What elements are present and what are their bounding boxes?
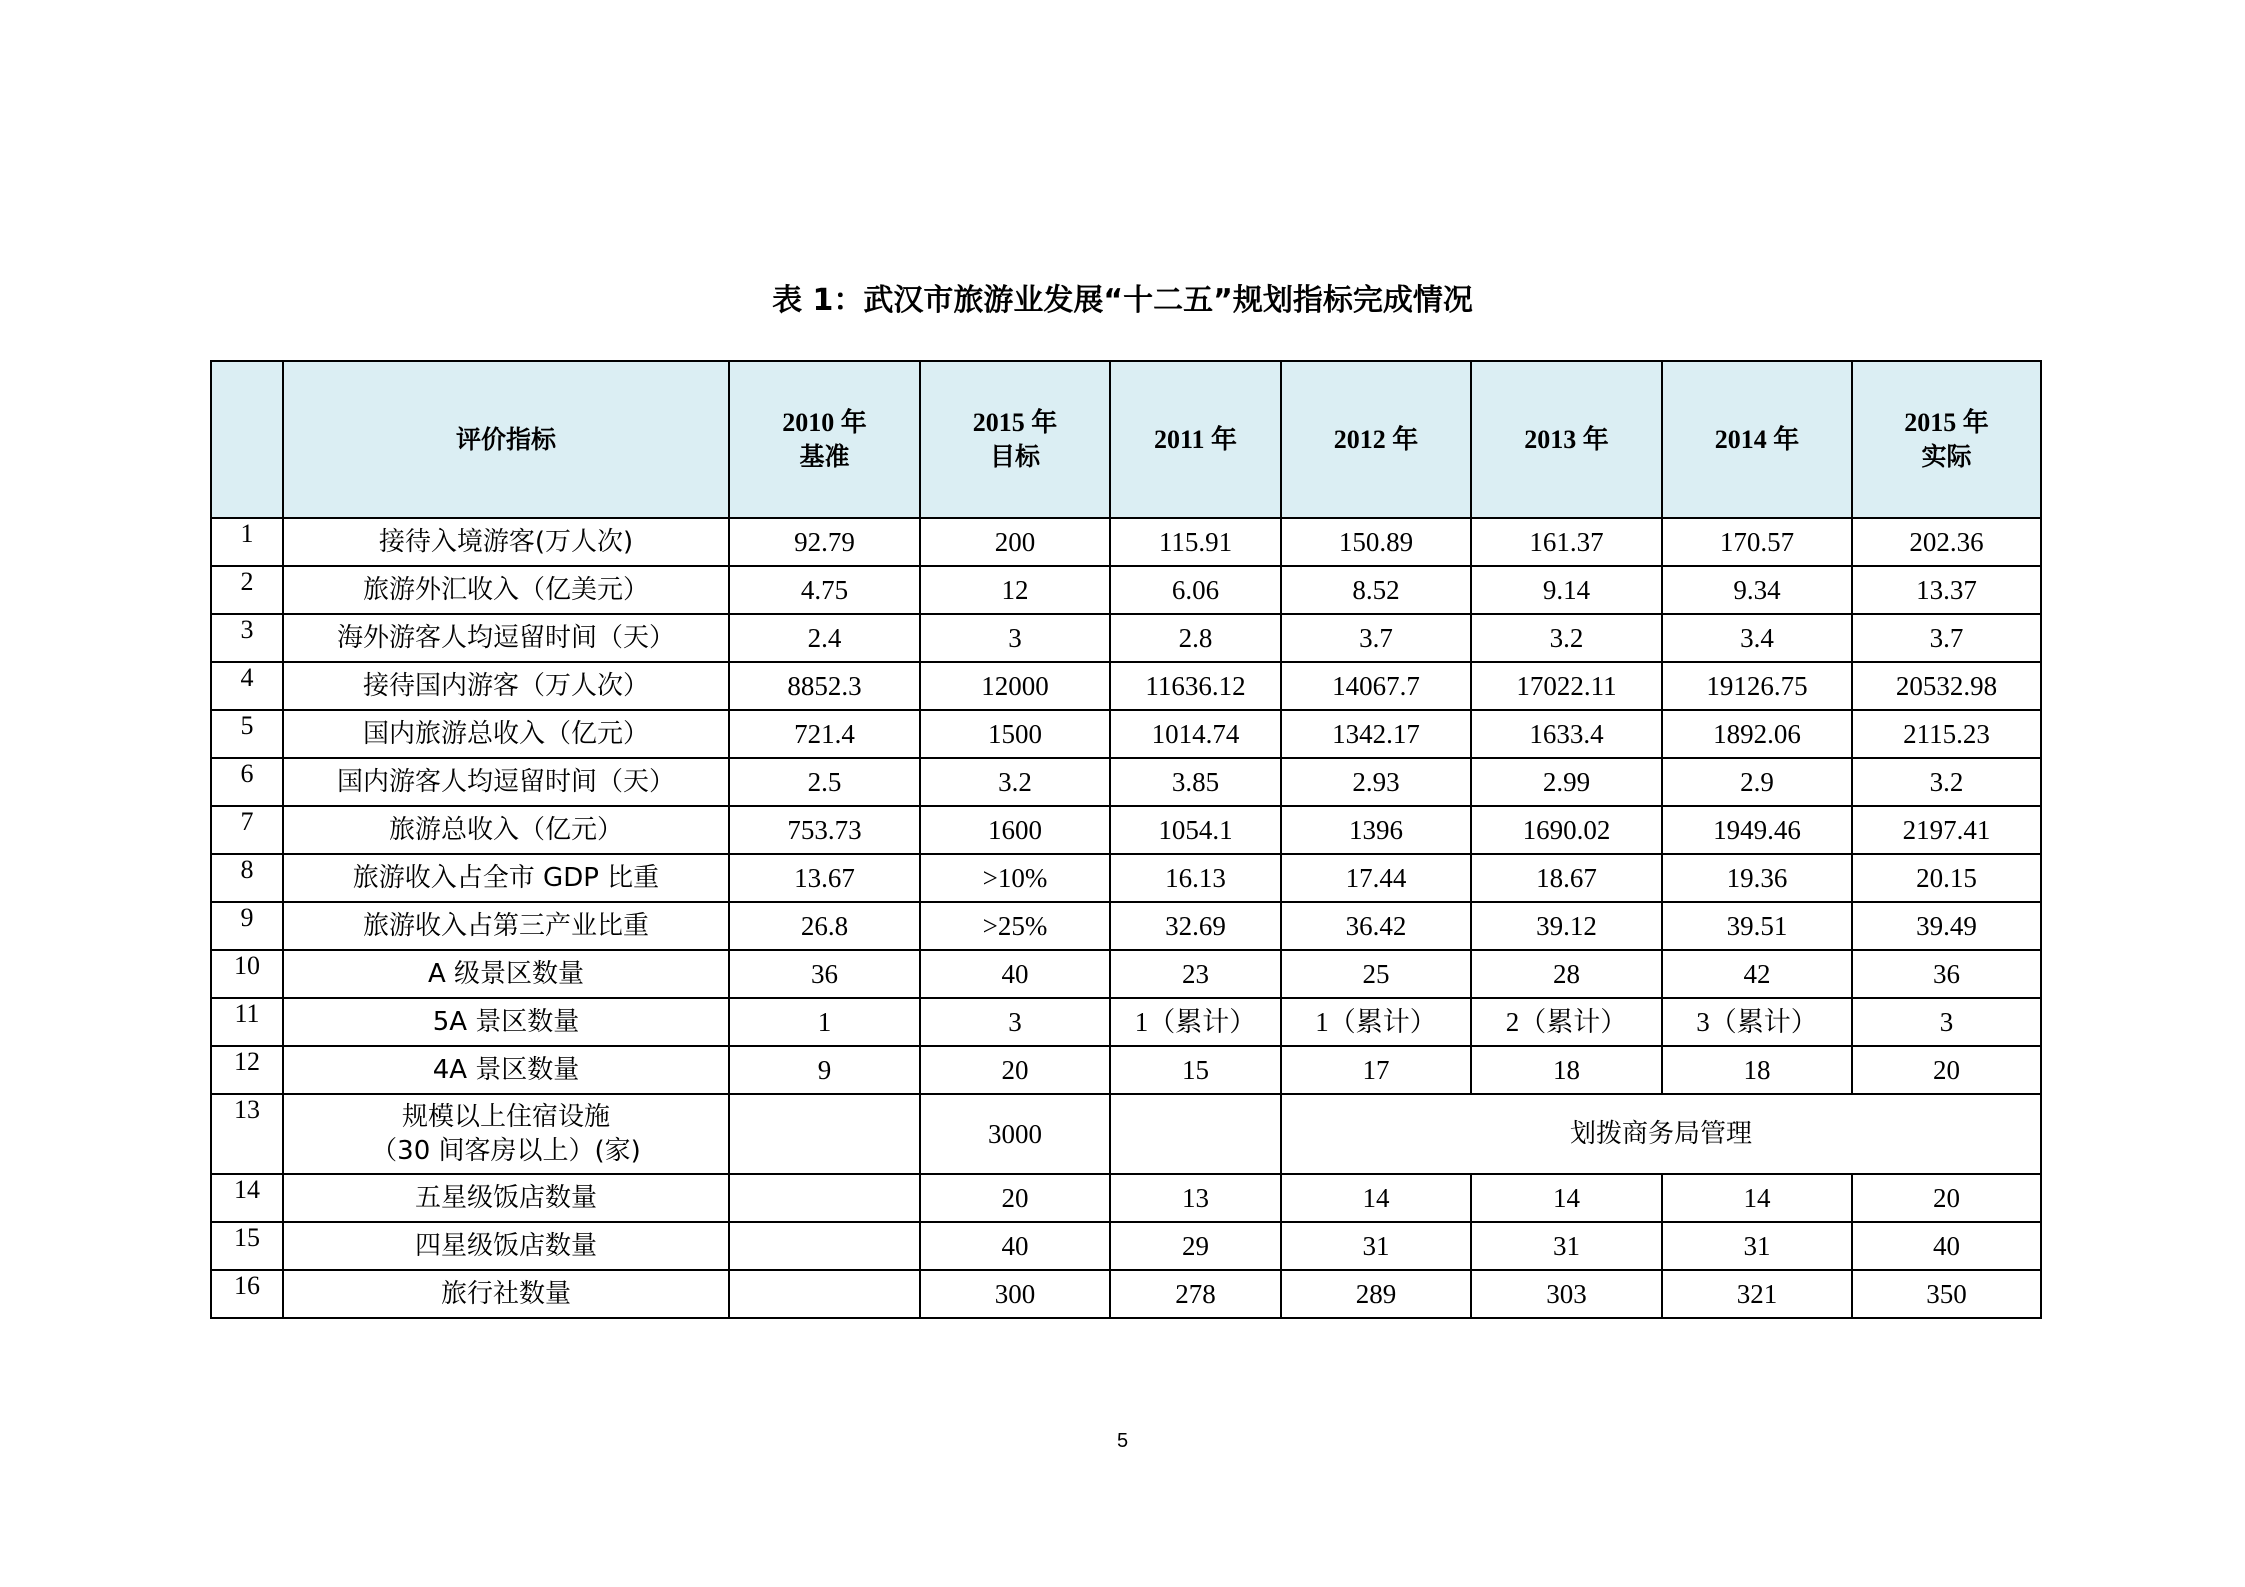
value-2012: 1（累计） bbox=[1281, 998, 1471, 1046]
table-row bbox=[211, 758, 2041, 806]
value-2015-actual: 20.15 bbox=[1852, 854, 2041, 902]
value-2012: 150.89 bbox=[1281, 518, 1471, 566]
value-2010 bbox=[729, 1222, 920, 1270]
value-2015-actual: 36 bbox=[1852, 950, 2041, 998]
value-2010: 8852.3 bbox=[729, 662, 920, 710]
value-2011 bbox=[1110, 1094, 1281, 1174]
value-2014: 18 bbox=[1662, 1046, 1852, 1094]
value-2014: 1949.46 bbox=[1662, 806, 1852, 854]
row-number: 12 bbox=[211, 1046, 283, 1094]
indicator-name: 旅游总收入（亿元） bbox=[283, 806, 729, 854]
value-2014: 39.51 bbox=[1662, 902, 1852, 950]
indicator-name: 旅行社数量 bbox=[283, 1270, 729, 1318]
value-2010: 4.75 bbox=[729, 566, 920, 614]
value-2010 bbox=[729, 1174, 920, 1222]
value-2010: 36 bbox=[729, 950, 920, 998]
value-2015-actual: 202.36 bbox=[1852, 518, 2041, 566]
value-2012: 2.93 bbox=[1281, 758, 1471, 806]
indicator-name: 接待入境游客(万人次) bbox=[283, 518, 729, 566]
value-2012: 14 bbox=[1281, 1174, 1471, 1222]
value-2012: 3.7 bbox=[1281, 614, 1471, 662]
row-number: 5 bbox=[211, 710, 283, 758]
value-2015-target: 3.2 bbox=[920, 758, 1110, 806]
value-2015-target: 40 bbox=[920, 950, 1110, 998]
value-2014: 1892.06 bbox=[1662, 710, 1852, 758]
value-2013: 14 bbox=[1471, 1174, 1662, 1222]
value-2011: 6.06 bbox=[1110, 566, 1281, 614]
value-2010: 26.8 bbox=[729, 902, 920, 950]
value-2015-actual: 350 bbox=[1852, 1270, 2041, 1318]
value-2014: 31 bbox=[1662, 1222, 1852, 1270]
value-2014: 170.57 bbox=[1662, 518, 1852, 566]
header-2013: 2013 年 bbox=[1471, 361, 1662, 518]
value-2014: 9.34 bbox=[1662, 566, 1852, 614]
value-2010: 721.4 bbox=[729, 710, 920, 758]
value-2012: 289 bbox=[1281, 1270, 1471, 1318]
indicator-name-line2: （30 间客房以上）(家) bbox=[371, 1136, 641, 1166]
value-2015-target: 3 bbox=[920, 998, 1110, 1046]
indicator-name: 旅游外汇收入（亿美元） bbox=[283, 566, 729, 614]
indicator-name: 国内游客人均逗留时间（天） bbox=[283, 758, 729, 806]
value-2015-target: 3000 bbox=[920, 1094, 1110, 1174]
value-2014: 3（累计） bbox=[1662, 998, 1852, 1046]
indicator-name: 国内旅游总收入（亿元） bbox=[283, 710, 729, 758]
value-2014: 3.4 bbox=[1662, 614, 1852, 662]
value-2015-target: 20 bbox=[920, 1174, 1110, 1222]
value-2011: 2.8 bbox=[1110, 614, 1281, 662]
table-row bbox=[211, 1094, 2041, 1174]
merged-note-cell: 划拨商务局管理 bbox=[1281, 1094, 2041, 1174]
indicator-name: 接待国内游客（万人次） bbox=[283, 662, 729, 710]
value-2012: 1396 bbox=[1281, 806, 1471, 854]
indicator-name bbox=[283, 1094, 729, 1174]
value-2011: 278 bbox=[1110, 1270, 1281, 1318]
value-2013: 31 bbox=[1471, 1222, 1662, 1270]
value-2013: 1633.4 bbox=[1471, 710, 1662, 758]
value-2012: 31 bbox=[1281, 1222, 1471, 1270]
value-2015-actual: 3.7 bbox=[1852, 614, 2041, 662]
header-2011: 2011 年 bbox=[1110, 361, 1281, 518]
value-2015-actual: 39.49 bbox=[1852, 902, 2041, 950]
value-2015-actual: 3 bbox=[1852, 998, 2041, 1046]
value-2015-actual: 13.37 bbox=[1852, 566, 2041, 614]
value-2015-actual: 20 bbox=[1852, 1174, 2041, 1222]
table-row bbox=[211, 1222, 2041, 1270]
value-2015-target: 3 bbox=[920, 614, 1110, 662]
value-2013: 28 bbox=[1471, 950, 1662, 998]
indicator-name: 旅游收入占第三产业比重 bbox=[283, 902, 729, 950]
header-2015a-year: 2015 年 bbox=[1904, 407, 1989, 437]
header-2015-actual bbox=[1852, 361, 2041, 518]
table-row bbox=[211, 998, 2041, 1046]
value-2010 bbox=[729, 1270, 920, 1318]
value-2013: 2.99 bbox=[1471, 758, 1662, 806]
row-number: 7 bbox=[211, 806, 283, 854]
value-2010 bbox=[729, 1094, 920, 1174]
value-2015-target: 1500 bbox=[920, 710, 1110, 758]
header-indicator bbox=[283, 361, 729, 518]
value-2012: 17.44 bbox=[1281, 854, 1471, 902]
value-2011: 1（累计） bbox=[1110, 998, 1281, 1046]
indicator-name: A 级景区数量 bbox=[283, 950, 729, 998]
row-number: 3 bbox=[211, 614, 283, 662]
header-2010-sub: 基准 bbox=[799, 441, 850, 471]
value-2014: 321 bbox=[1662, 1270, 1852, 1318]
table-title: 表 1：武汉市旅游业发展“十二五”规划指标完成情况 bbox=[772, 283, 1473, 318]
value-2015-target: 300 bbox=[920, 1270, 1110, 1318]
value-2015-actual: 3.2 bbox=[1852, 758, 2041, 806]
indicator-name: 四星级饭店数量 bbox=[283, 1222, 729, 1270]
value-2015-target: 200 bbox=[920, 518, 1110, 566]
table-row bbox=[211, 854, 2041, 902]
table-row bbox=[211, 1046, 2041, 1094]
value-2014: 2.9 bbox=[1662, 758, 1852, 806]
value-2010: 2.5 bbox=[729, 758, 920, 806]
value-2013: 9.14 bbox=[1471, 566, 1662, 614]
value-2011: 15 bbox=[1110, 1046, 1281, 1094]
header-2014: 2014 年 bbox=[1662, 361, 1852, 518]
table-row bbox=[211, 950, 2041, 998]
header-indicator-label: 评价指标 bbox=[455, 424, 556, 454]
value-2013: 3.2 bbox=[1471, 614, 1662, 662]
value-2012: 25 bbox=[1281, 950, 1471, 998]
value-2013: 2（累计） bbox=[1471, 998, 1662, 1046]
value-2015-target: >25% bbox=[920, 902, 1110, 950]
value-2010: 13.67 bbox=[729, 854, 920, 902]
row-number: 6 bbox=[211, 758, 283, 806]
value-2015-actual: 2115.23 bbox=[1852, 710, 2041, 758]
table-row bbox=[211, 902, 2041, 950]
value-2013: 303 bbox=[1471, 1270, 1662, 1318]
value-2015-actual: 20 bbox=[1852, 1046, 2041, 1094]
value-2010: 753.73 bbox=[729, 806, 920, 854]
table-row bbox=[211, 1270, 2041, 1318]
table-row bbox=[211, 710, 2041, 758]
value-2012: 1342.17 bbox=[1281, 710, 1471, 758]
value-2011: 11636.12 bbox=[1110, 662, 1281, 710]
value-2010: 92.79 bbox=[729, 518, 920, 566]
value-2011: 16.13 bbox=[1110, 854, 1281, 902]
table-header-row bbox=[211, 361, 2041, 518]
value-2013: 1690.02 bbox=[1471, 806, 1662, 854]
value-2010: 9 bbox=[729, 1046, 920, 1094]
row-number: 13 bbox=[211, 1094, 283, 1174]
value-2015-target: 1600 bbox=[920, 806, 1110, 854]
page-number: 5 bbox=[1116, 1430, 1129, 1452]
value-2012: 36.42 bbox=[1281, 902, 1471, 950]
value-2010: 2.4 bbox=[729, 614, 920, 662]
table-row bbox=[211, 518, 2041, 566]
value-2011: 29 bbox=[1110, 1222, 1281, 1270]
row-number: 1 bbox=[211, 518, 283, 566]
header-2015a-sub: 实际 bbox=[1921, 441, 1972, 471]
value-2015-target: 12 bbox=[920, 566, 1110, 614]
value-2014: 14 bbox=[1662, 1174, 1852, 1222]
indicator-name: 五星级饭店数量 bbox=[283, 1174, 729, 1222]
header-2015-target bbox=[920, 361, 1110, 518]
indicator-name: 4A 景区数量 bbox=[283, 1046, 729, 1094]
header-2010-base bbox=[729, 361, 920, 518]
row-number: 14 bbox=[211, 1174, 283, 1222]
indicator-name: 5A 景区数量 bbox=[283, 998, 729, 1046]
header-2015t-sub: 目标 bbox=[989, 441, 1040, 471]
header-2010-year: 2010 年 bbox=[782, 407, 867, 437]
value-2015-target: 40 bbox=[920, 1222, 1110, 1270]
value-2011: 3.85 bbox=[1110, 758, 1281, 806]
value-2011: 1054.1 bbox=[1110, 806, 1281, 854]
row-number: 9 bbox=[211, 902, 283, 950]
value-2015-target: >10% bbox=[920, 854, 1110, 902]
value-2011: 1014.74 bbox=[1110, 710, 1281, 758]
table-row bbox=[211, 1174, 2041, 1222]
row-number: 4 bbox=[211, 662, 283, 710]
value-2012: 8.52 bbox=[1281, 566, 1471, 614]
value-2013: 18.67 bbox=[1471, 854, 1662, 902]
header-2012: 2012 年 bbox=[1281, 361, 1471, 518]
row-number: 11 bbox=[211, 998, 283, 1046]
header-2015t-year: 2015 年 bbox=[972, 407, 1058, 437]
table-row bbox=[211, 566, 2041, 614]
row-number: 15 bbox=[211, 1222, 283, 1270]
indicator-name: 旅游收入占全市 GDP 比重 bbox=[283, 854, 729, 902]
value-2015-actual: 20532.98 bbox=[1852, 662, 2041, 710]
value-2015-target: 20 bbox=[920, 1046, 1110, 1094]
indicator-name-line1: 规模以上住宿设施 bbox=[401, 1102, 610, 1132]
row-number: 2 bbox=[211, 566, 283, 614]
value-2014: 19126.75 bbox=[1662, 662, 1852, 710]
row-number: 16 bbox=[211, 1270, 283, 1318]
table-row bbox=[211, 806, 2041, 854]
value-2015-actual: 40 bbox=[1852, 1222, 2041, 1270]
value-2013: 39.12 bbox=[1471, 902, 1662, 950]
value-2011: 115.91 bbox=[1110, 518, 1281, 566]
value-2013: 17022.11 bbox=[1471, 662, 1662, 710]
row-number: 10 bbox=[211, 950, 283, 998]
row-number: 8 bbox=[211, 854, 283, 902]
value-2012: 14067.7 bbox=[1281, 662, 1471, 710]
table-row bbox=[211, 614, 2041, 662]
header-num bbox=[211, 361, 283, 518]
value-2010: 1 bbox=[729, 998, 920, 1046]
value-2014: 42 bbox=[1662, 950, 1852, 998]
indicator-table bbox=[210, 360, 2042, 1319]
value-2013: 18 bbox=[1471, 1046, 1662, 1094]
table-row bbox=[211, 662, 2041, 710]
value-2011: 23 bbox=[1110, 950, 1281, 998]
value-2015-target: 12000 bbox=[920, 662, 1110, 710]
value-2014: 19.36 bbox=[1662, 854, 1852, 902]
value-2015-actual: 2197.41 bbox=[1852, 806, 2041, 854]
value-2013: 161.37 bbox=[1471, 518, 1662, 566]
value-2011: 13 bbox=[1110, 1174, 1281, 1222]
indicator-name: 海外游客人均逗留时间（天） bbox=[283, 614, 729, 662]
value-2012: 17 bbox=[1281, 1046, 1471, 1094]
value-2011: 32.69 bbox=[1110, 902, 1281, 950]
